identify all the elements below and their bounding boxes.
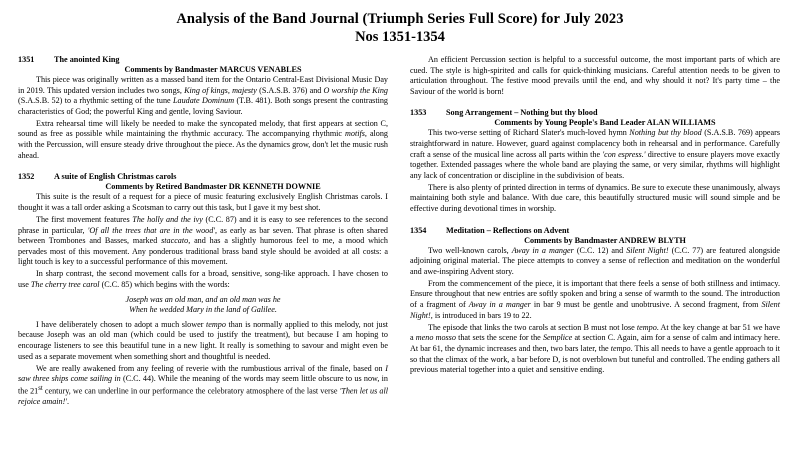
- entry-1354: [410, 226, 780, 376]
- entry-paragraph: An efficient Percussion section is helpful to a successful outcome, the most important parts of which are cued. The style is high-spirited and calls for quick-thinking musicians. Careful attention needs to be given to articulation throughout. The festive mood prevails until the end, and why should it not? It's party time – the Saviour of the world is born!: [410, 54, 780, 96]
- entry-paragraph: The first movement features The holly and the ivy (C.C. 87) and it is easy to see references to the second phrase in particular, 'Of all the trees that are in the wood', as early as bar seven. That phrase is often shared between Trombones and Basses, marked staccato, and has a slightly humorous feel to me, a mood which pervades most of this movement. Any ponderous traditional brass band style should be avoided at all costs: a light touch is key to a successful performance of this movement.: [18, 214, 388, 267]
- entry-number: 1353: [410, 108, 427, 118]
- entry-title: Meditation – Reflections on Advent: [446, 225, 570, 235]
- entry-number: 1354: [410, 225, 427, 235]
- two-column-body: [18, 55, 782, 414]
- entry-header: [410, 108, 780, 117]
- entry-credit: Comments by Retired Bandmaster DR KENNETH DOWNIE: [105, 182, 321, 192]
- entry-paragraph: This suite is the result of a request for a piece of music featuring exclusively English Christmas carols. I thought it was a tall order asking a Scotsman to carry out this task, but I gave it my best shot.: [18, 192, 388, 212]
- document-title-block: [18, 10, 782, 47]
- entry-1351: [18, 55, 388, 161]
- entry-paragraph: From the commencement of the piece, it is important that there feels a sense of both stillness and intimacy. Ensure throughout that new entries are softly spoken and bring a sense of warmth to the sound. The introduction of a fragment of Away in a manger in bar 9 must be gentle and unobtrusive. A second fragment, from Silent Night!, is introduced in bars 19 to 22.: [410, 278, 780, 320]
- entry-continuation: [410, 55, 780, 97]
- entry-paragraph: Extra rehearsal time will likely be needed to make the syncopated melody, that first appears at section C, sound as free as possible while maintaining the rhythmic accuracy. The accompanying rhythmic motifs, along with the Percussion, will ensure steady drive throughout the piece. As the dynamics grow, don't let the music rush ahead.: [18, 118, 388, 160]
- entry-1353: [410, 108, 780, 214]
- page-title: Analysis of the Band Journal (Triumph Series Full Score) for July 2023: [176, 11, 624, 27]
- entry-header: [18, 55, 388, 64]
- entry-paragraph: This two-verse setting of Richard Slater's much-loved hymn Nothing but thy blood (S.A.S.B. 769) appears straightforward in nature. However, guard against complacency both in rehearsal and in performance. Carefully craft a sense of the musical line across all parts within the 'con espress.' directive to ensure players move exactly together. Extended passages where the whole band are playing the same, or very similar, rhythms will highlight any lack of concentration or discipline in the subdivision of beats.: [410, 128, 780, 180]
- entry-paragraph: In sharp contrast, the second movement calls for a broad, sensitive, song-like approach. I have chosen to use The cherry tree carol (C.C. 85) which begins with the words:: [18, 269, 388, 289]
- entry-paragraph: The episode that links the two carols at section B must not lose tempo. At the key change at bar 51 we have a meno mosso that sets the scene for the Semplice at section C. Again, aim for a sense of calm and intimacy here. At bar 61, the dynamic increases and then, two bars later, the tempo. This all needs to have a gentle approach to it so that the climax of the work, a bar before D, is not overblown but tuneful and controlled. The ending gathers all previous material together into a quiet and sensitive ending.: [410, 322, 780, 375]
- entry-header: [410, 226, 780, 235]
- entry-paragraph: I have deliberately chosen to adopt a much slower tempo than is normally applied to this melody, not just because Joseph was an old man (which could be used to justify the treatment), but because I am hoping to encourage listeners to see this beautiful tune in a new light. It really is something to savour and might even be used as a separate movement when something short and thoughtful is needed.: [18, 319, 388, 361]
- entry-credit: Comments by Bandmaster ANDREW BLYTH: [524, 235, 686, 245]
- entry-credit: Comments by Young People's Band Leader ALAN WILLIAMS: [494, 118, 716, 128]
- entry-paragraph: Two well-known carols, Away in a manger (C.C. 12) and Silent Night! (C.C. 77) are featured alongside adjoining original material. The piece attempts to convey a sense of reflection and meditation on the wonderful and awe-inspiring Advent story.: [410, 245, 780, 276]
- verse-line: When he wedded Mary in the land of Galilee.: [129, 305, 277, 315]
- entry-paragraph: There is also plenty of printed direction in terms of dynamics. Be sure to execute these unanimously, always maintaining both style and balance. With due care, this beautifully structured music will sound simple and be effective during devotional times in worship.: [410, 182, 780, 213]
- entry-number: 1352: [18, 172, 35, 182]
- entry-title: A suite of English Christmas carols: [54, 172, 177, 182]
- verse-quote: [18, 295, 388, 316]
- page-subtitle: Nos 1351-1354: [355, 29, 445, 46]
- entry-title: Song Arrangement – Nothing but thy blood: [446, 108, 598, 118]
- entry-paragraph: We are really awakened from any feeling of reverie with the rumbustious arrival of the finale, based on I saw three ships come sailing in (C.C. 44). While the meaning of the words may seem little obscure to us now, in the 21st century, we can underline in our performance the celebratory atmosphere of the last verse 'Then let us all rejoice amain!'.: [18, 363, 388, 407]
- right-column: [410, 55, 780, 382]
- entry-title: The anointed King: [54, 54, 120, 64]
- entry-1352: [18, 172, 388, 408]
- verse-line: Joseph was an old man, and an old man was he: [125, 294, 281, 304]
- left-column: [18, 55, 388, 414]
- entry-number: 1351: [18, 54, 35, 64]
- entry-credit: Comments by Bandmaster MARCUS VENABLES: [124, 64, 302, 74]
- entry-header: [18, 172, 388, 181]
- entry-paragraph: This piece was originally written as a massed band item for the Ontario Central-East Divisional Music Day in 2019. This updated version includes two songs, King of kings, majesty (S.A.S.B. 376) and O worship the King (S.A.S.B. 52) to a rhythmic setting of the tune Laudate Dominum (T.B. 481). Both songs present the contrasting characteristics of God; the powerful King and gentle, loving Saviour.: [18, 74, 388, 116]
